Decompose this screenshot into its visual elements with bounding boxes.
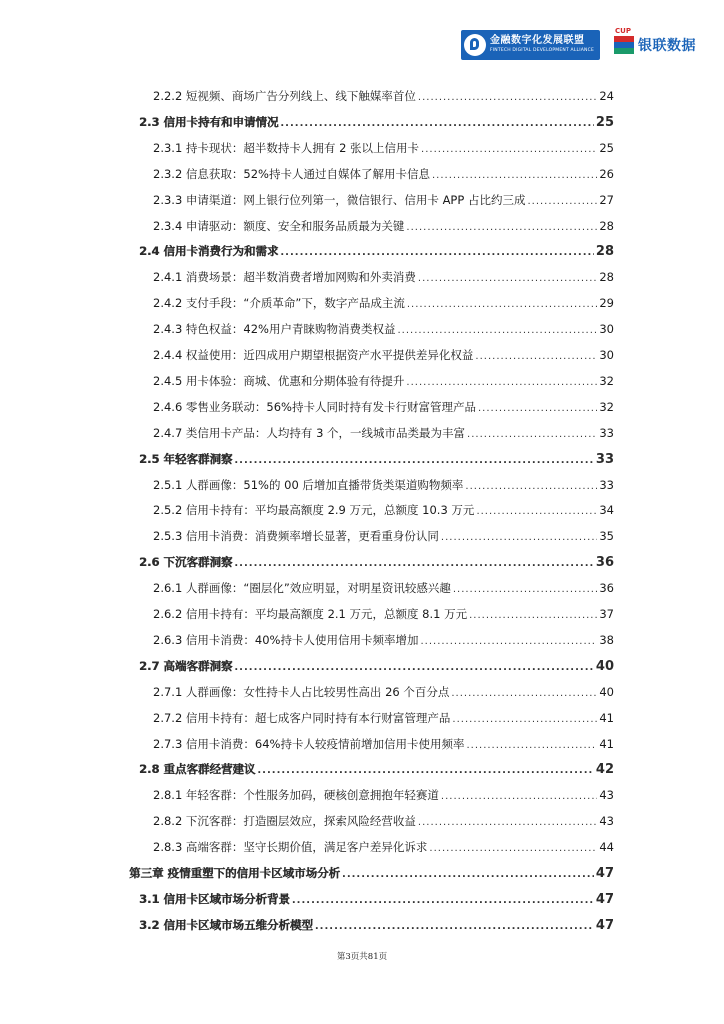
toc-entry-title: 2.4.2 支付手段：“介质革命”下，数字产品成主流 bbox=[153, 296, 405, 311]
toc-entry[interactable] bbox=[153, 425, 614, 445]
toc-leader-dots bbox=[406, 222, 597, 233]
page-header bbox=[461, 28, 696, 62]
alliance-logo-icon bbox=[464, 34, 486, 56]
toc-entry[interactable] bbox=[153, 710, 614, 730]
toc-entry-page: 40 bbox=[599, 684, 614, 699]
toc-entry[interactable] bbox=[153, 295, 614, 315]
toc-entry-title: 2.7.1 人群画像：女性持卡人占比较男性高出 26 个百分点 bbox=[153, 684, 450, 699]
toc-entry[interactable] bbox=[153, 321, 614, 341]
toc-leader-dots bbox=[342, 869, 594, 880]
toc-entry-title: 2.6.3 信用卡消费：40%持卡人使用信用卡频率增加 bbox=[153, 632, 419, 647]
toc-entry[interactable] bbox=[139, 761, 614, 781]
page-footer: 第3页共81页 bbox=[336, 952, 388, 962]
toc-entry[interactable] bbox=[139, 658, 614, 678]
toc-leader-dots bbox=[418, 273, 597, 284]
toc-entry-page: 44 bbox=[599, 840, 614, 855]
toc-entry-title: 2.5.2 信用卡持有：平均最高额度 2.9 万元，总额度 10.3 万元 bbox=[153, 503, 475, 518]
toc-leader-dots bbox=[421, 144, 597, 155]
toc-entry-title: 2.3 信用卡持有和申请情况 bbox=[139, 114, 279, 129]
toc-entry-title: 2.6 下沉客群洞察 bbox=[139, 555, 233, 570]
toc-leader-dots bbox=[467, 429, 597, 440]
toc-entry-page: 37 bbox=[599, 607, 614, 621]
unionpay-data-logo bbox=[614, 27, 696, 55]
toc-entry-page: 25 bbox=[599, 140, 614, 155]
toc-entry-page: 35 bbox=[599, 529, 614, 544]
toc-leader-dots bbox=[234, 455, 594, 466]
toc-entry-title: 2.4.5 用卡体验：商城、优惠和分期体验有待提升 bbox=[153, 373, 405, 388]
toc-leader-dots bbox=[315, 921, 594, 932]
toc-entry-title: 2.7.2 信用卡持有：超七成客户同时持有本行财富管理产品 bbox=[153, 710, 451, 725]
toc-entry[interactable] bbox=[139, 891, 614, 911]
unionpay-data-name: 银联数据 bbox=[638, 38, 696, 54]
toc-entry-page: 32 bbox=[599, 373, 614, 388]
toc-entry-page: 38 bbox=[599, 632, 614, 647]
toc-leader-dots bbox=[407, 299, 598, 310]
toc-entry[interactable] bbox=[153, 502, 614, 522]
toc-entry-title: 2.4 信用卡消费行为和需求 bbox=[139, 244, 279, 259]
toc-leader-dots bbox=[441, 791, 597, 802]
toc-entry[interactable] bbox=[153, 580, 614, 600]
toc-entry[interactable] bbox=[153, 839, 614, 859]
toc-entry[interactable] bbox=[153, 528, 614, 548]
toc-entry-page: 36 bbox=[595, 555, 614, 571]
toc-entry[interactable] bbox=[153, 140, 614, 160]
toc-entry-page: 28 bbox=[599, 218, 614, 233]
toc-entry[interactable] bbox=[153, 373, 614, 393]
toc-entry-title: 2.7 高端客群洞察 bbox=[139, 658, 233, 673]
cup-icon bbox=[614, 27, 634, 54]
toc-entry[interactable] bbox=[139, 243, 614, 263]
toc-entry-page: 25 bbox=[595, 114, 614, 130]
toc-entry-page: 27 bbox=[599, 192, 614, 207]
toc-entry[interactable] bbox=[153, 269, 614, 289]
toc-entry-page: 36 bbox=[599, 581, 614, 596]
toc-entry[interactable] bbox=[153, 166, 614, 186]
toc-entry-page: 33 bbox=[599, 425, 614, 440]
toc-entry-page: 33 bbox=[595, 451, 614, 467]
toc-entry-page: 47 bbox=[595, 891, 614, 907]
toc-entry-page: 30 bbox=[599, 322, 614, 337]
toc-leader-dots bbox=[476, 506, 597, 517]
toc-entry-title: 2.5.3 信用卡消费：消费频率增长显著，更看重身份认同 bbox=[153, 529, 439, 544]
toc-entry-page: 28 bbox=[599, 270, 614, 285]
toc-entry-page: 26 bbox=[599, 166, 614, 181]
toc-entry-title: 2.4.6 零售业务联动：56%持卡人同时持有发卡行财富管理产品 bbox=[153, 399, 476, 414]
toc-entry-page: 34 bbox=[599, 503, 614, 518]
toc-entry-page: 24 bbox=[599, 89, 614, 103]
toc-leader-dots bbox=[257, 765, 594, 776]
toc-entry-title: 2.3.2 信息获取：52%持卡人通过自媒体了解用卡信息 bbox=[153, 166, 430, 181]
toc-leader-dots bbox=[292, 895, 594, 906]
toc-entry[interactable] bbox=[129, 865, 614, 885]
toc-entry-title: 3.1 信用卡区域市场分析背景 bbox=[139, 891, 290, 906]
toc-entry-title: 2.3.1 持卡现状：超半数持卡人拥有 2 张以上信用卡 bbox=[153, 140, 420, 155]
toc-entry[interactable] bbox=[139, 451, 614, 471]
toc-entry-title: 2.4.3 特色权益：42%用户青睐购物消费类权益 bbox=[153, 322, 396, 337]
toc-leader-dots bbox=[452, 714, 597, 725]
toc-leader-dots bbox=[406, 377, 597, 388]
toc-entry[interactable] bbox=[153, 218, 614, 238]
toc-entry-page: 30 bbox=[599, 348, 614, 362]
toc-entry[interactable] bbox=[153, 192, 614, 212]
toc-entry[interactable] bbox=[153, 813, 614, 833]
toc-entry-title: 2.7.3 信用卡消费：64%持卡人较疫情前增加信用卡使用频率 bbox=[153, 736, 465, 751]
toc-leader-dots bbox=[469, 610, 597, 621]
alliance-logo-english: FINTECH DIGITAL DEVELOPMENT ALLIANCE bbox=[489, 48, 594, 54]
toc-entry-title: 2.2.2 短视频、商场广告分列线上、线下触媒率首位 bbox=[153, 89, 416, 103]
toc-entry-page: 43 bbox=[599, 788, 614, 803]
toc-leader-dots bbox=[234, 558, 594, 569]
toc-leader-dots bbox=[441, 532, 597, 543]
toc-leader-dots bbox=[432, 170, 597, 181]
toc-leader-dots bbox=[418, 92, 597, 103]
toc-entry-page: 28 bbox=[595, 244, 614, 260]
toc-leader-dots bbox=[451, 688, 597, 699]
toc-entry[interactable] bbox=[139, 554, 614, 574]
toc-entry[interactable] bbox=[153, 477, 614, 497]
toc-entry-title: 2.6.2 信用卡持有：平均最高额度 2.1 万元，总额度 8.1 万元 bbox=[153, 607, 468, 621]
toc-leader-dots bbox=[280, 247, 594, 258]
toc-entry-title: 2.8.1 年轻客群：个性服务加码，硬核创意拥抱年轻赛道 bbox=[153, 788, 439, 803]
toc-entry-page: 33 bbox=[599, 477, 614, 492]
toc-leader-dots bbox=[234, 662, 594, 673]
alliance-logo-name: 金融数字化发展联盟 bbox=[489, 35, 585, 47]
toc-entry-page: 41 bbox=[599, 710, 614, 725]
toc-leader-dots bbox=[453, 584, 598, 595]
toc-leader-dots bbox=[478, 403, 597, 414]
toc-leader-dots bbox=[527, 196, 597, 207]
toc-leader-dots bbox=[465, 481, 597, 492]
toc-entry-title: 2.4.4 权益使用：近四成用户期望根据资产水平提供差异化权益 bbox=[153, 348, 474, 362]
toc-entry-page: 43 bbox=[599, 814, 614, 829]
toc-entry-page: 47 bbox=[595, 917, 614, 933]
toc-entry[interactable] bbox=[153, 736, 614, 756]
toc-entry-title: 2.8 重点客群经营建议 bbox=[139, 762, 256, 777]
toc-entry-title: 第三章 疫情重塑下的信用卡区域市场分析 bbox=[129, 866, 341, 880]
toc-entry-page: 32 bbox=[599, 399, 614, 414]
toc-entry-page: 29 bbox=[599, 296, 614, 311]
toc-leader-dots bbox=[280, 118, 594, 129]
toc-entry[interactable] bbox=[153, 606, 614, 626]
cup-mark: CUP bbox=[615, 27, 631, 35]
toc-leader-dots bbox=[418, 817, 597, 828]
toc-entry-title: 2.8.2 下沉客群：打造圈层效应，探索风险经营收益 bbox=[153, 814, 416, 829]
toc-entry-title: 2.5.1 人群画像：51%的 00 后增加直播带货类渠道购物频率 bbox=[153, 477, 464, 492]
toc-leader-dots bbox=[466, 740, 597, 751]
toc-leader-dots bbox=[420, 636, 597, 647]
toc-leader-dots bbox=[397, 325, 597, 336]
toc-entry-title: 2.4.7 类信用卡产品：人均持有 3 个，一线城市品类最为丰富 bbox=[153, 425, 466, 440]
toc-entry[interactable] bbox=[139, 917, 614, 937]
toc-leader-dots bbox=[429, 843, 597, 854]
toc-entry[interactable] bbox=[153, 632, 614, 652]
toc-entry-title: 2.3.3 申请渠道：网上银行位列第一，微信银行、信用卡 APP 占比约三成 bbox=[153, 192, 526, 207]
toc-entry-page: 42 bbox=[595, 762, 614, 778]
toc-entry-page: 40 bbox=[595, 658, 614, 674]
toc-entry-title: 2.6.1 人群画像：“圈层化”效应明显，对明星资讯较感兴趣 bbox=[153, 581, 451, 596]
toc-entry-title: 3.2 信用卡区域市场五维分析模型 bbox=[139, 917, 313, 932]
toc-leader-dots bbox=[475, 351, 597, 362]
toc-entry[interactable] bbox=[139, 114, 614, 134]
toc-entry[interactable] bbox=[153, 787, 614, 807]
toc-entry-title: 2.3.4 申请驱动：额度、安全和服务品质最为关键 bbox=[153, 218, 405, 233]
fintech-alliance-logo bbox=[461, 30, 600, 60]
toc-entry-page: 47 bbox=[595, 866, 614, 881]
toc-entry[interactable] bbox=[153, 88, 614, 108]
toc-entry-title: 2.5 年轻客群洞察 bbox=[139, 451, 233, 466]
toc-entry[interactable] bbox=[153, 684, 614, 704]
toc-entry-title: 2.4.1 消费场景：超半数消费者增加网购和外卖消费 bbox=[153, 270, 416, 285]
toc-entry-page: 41 bbox=[599, 736, 614, 751]
toc-entry[interactable] bbox=[153, 347, 614, 367]
toc-entry[interactable] bbox=[153, 399, 614, 419]
toc-entry-title: 2.8.3 高端客群：坚守长期价值，满足客户差异化诉求 bbox=[153, 840, 428, 855]
